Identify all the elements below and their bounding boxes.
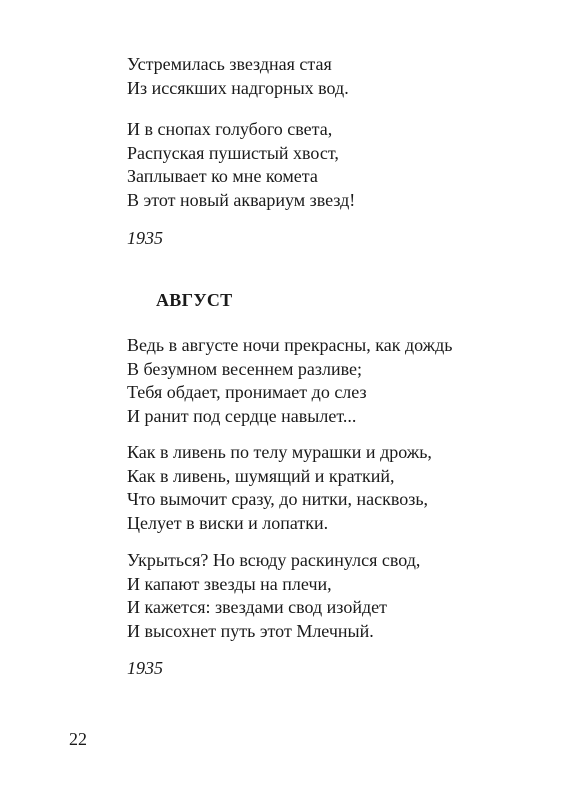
page-number: 22: [69, 729, 87, 749]
poem-line: И ранит под сердце навылет...: [127, 405, 357, 426]
poem-line: Целует в виски и лопатки.: [127, 512, 329, 533]
poem-line: Ведь в августе ночи прекрасны, как дождь: [127, 335, 453, 355]
poem-line: Устремилась звездная стая: [127, 54, 332, 74]
poem-line: Как в ливень по телу мурашки и дрожь,: [127, 442, 432, 462]
poem-line: Как в ливень, шумящий и краткий,: [127, 465, 395, 486]
poem1-stanza-2: [127, 118, 355, 212]
poem2-stanza-2: [127, 441, 432, 535]
poem-line: И кажется: звездами свод изойдет: [127, 597, 387, 617]
poem-line: Распуская пушистый хвост,: [127, 142, 339, 163]
poem-line: И капают звезды на плечи,: [127, 573, 332, 594]
poem2-date: 1935: [127, 658, 163, 678]
poem-line: В безумном весеннем разливе;: [127, 358, 362, 379]
poem-line: Что вымочит сразу, до нитки, насквозь,: [127, 489, 429, 509]
poem1-stanza-1: [127, 53, 349, 100]
poem2-stanza-3: [127, 549, 420, 643]
poem-line: И высохнет путь этот Млечный.: [127, 620, 374, 641]
poem-line: Заплывает ко мне комета: [127, 166, 318, 186]
poem-line: Из иссякших надгорных вод.: [127, 77, 349, 98]
poem-line: Укрыться? Но всюду раскинулся свод,: [127, 550, 421, 570]
poem-line: В этот новый аквариум звезд!: [127, 189, 356, 210]
poem-line: Тебя обдает, пронимает до слез: [127, 382, 367, 402]
poem1-date: 1935: [127, 228, 163, 248]
poem-title: АВГУСТ: [156, 290, 233, 310]
poem2-stanza-1: [127, 334, 453, 428]
poem-line: И в снопах голубого света,: [127, 119, 333, 139]
